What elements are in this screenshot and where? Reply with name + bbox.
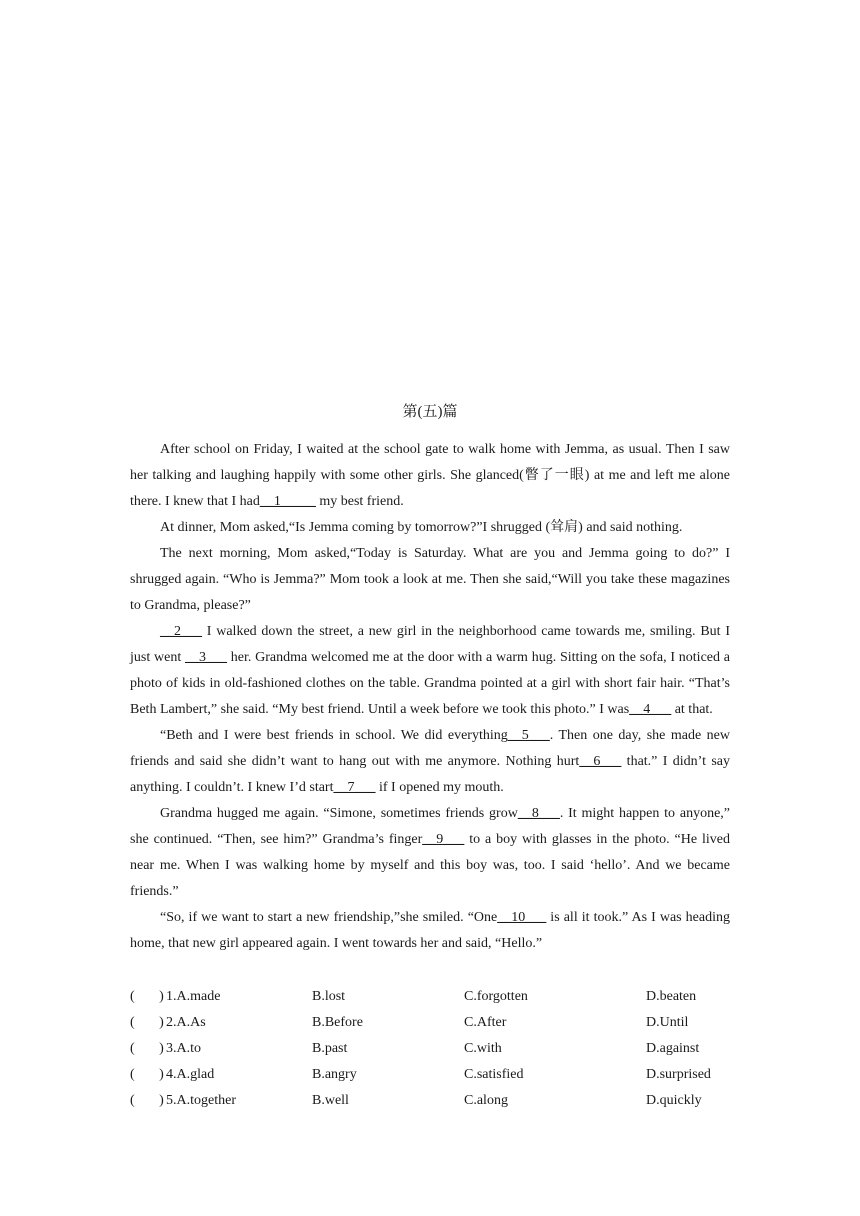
blank-2: __2___ (160, 624, 202, 639)
answer-blank[interactable]: ( ) (130, 1041, 164, 1056)
option-c: C.After (464, 1015, 507, 1030)
blank-1: __1_____ (259, 494, 316, 509)
option-row-3 (130, 1036, 750, 1062)
option-c: C.satisfied (464, 1067, 524, 1082)
option-b: B.Before (312, 1015, 363, 1030)
paragraph-6 (130, 801, 730, 905)
paragraph-7 (130, 905, 730, 957)
option-a: 3.A.to (166, 1041, 201, 1056)
paragraph-4 (130, 619, 730, 723)
blank-7: __7___ (333, 780, 376, 795)
option-d: D.surprised (646, 1067, 711, 1082)
option-b: B.lost (312, 989, 346, 1004)
passage-text: “So, if we want to start a new friendship,”she smiled. “One (160, 910, 498, 925)
passage-text: to a boy with glasses in the photo. “He lived near me. When I was walking home by myself and this boy was, too. I said ‘hello’. And we became friends.” (130, 832, 730, 899)
option-b: B.angry (312, 1067, 357, 1082)
blank-9: __9___ (422, 832, 465, 847)
passage-text: my best friend. (315, 494, 404, 509)
option-d: D.Until (646, 1015, 689, 1030)
blank-5: __5___ (507, 728, 550, 743)
paragraph-1 (130, 437, 730, 515)
option-a: 4.A.glad (166, 1067, 215, 1082)
paragraph-2: At dinner, Mom asked,“Is Jemma coming by tomorrow?”I shrugged (耸肩) and said nothing. (160, 520, 683, 535)
option-c: C.along (464, 1093, 508, 1108)
passage-text: I walked down the street, a new girl in the neighborhood came towards me, smiling. But I just went (130, 624, 730, 665)
answer-blank[interactable]: ( ) (130, 1093, 164, 1108)
passage-text: that.” I didn’t say anything. I couldn’t. I knew I’d start (130, 754, 730, 795)
passage-text: her. Grandma welcomed me at the door with a warm hug. Sitting on the sofa, I noticed a photo of kids in old-fashioned clothes on the table. Grandma pointed at a girl with short fair hair. “That’s Beth Lambert,” she said. “My best friend. Until a week before we took this photo.” I was (130, 650, 730, 717)
option-c: C.forgotten (464, 989, 528, 1004)
blank-10: __10___ (497, 910, 547, 925)
paragraph-3: The next morning, Mom asked,“Today is Saturday. What are you and Jemma going to do?” I shrugged again. “Who is Jemma?” Mom took a look at me. Then she said,“Will you take these magazines to Grandma, please?” (130, 546, 730, 613)
passage-text: if I opened my mouth. (375, 780, 504, 795)
passage-text: at that. (671, 702, 713, 717)
option-d: D.quickly (646, 1093, 702, 1108)
answer-blank[interactable]: ( ) (130, 1067, 164, 1082)
passage-text: “Beth and I were best friends in school. We did everything (160, 728, 508, 743)
blank-8: __8___ (517, 806, 560, 821)
option-b: B.well (312, 1093, 349, 1108)
blank-3: __3___ (185, 650, 227, 665)
option-c: C.with (464, 1041, 502, 1056)
option-b: B.past (312, 1041, 348, 1056)
option-row-5 (130, 1088, 750, 1114)
option-row-2 (130, 1010, 750, 1036)
passage-text: is all it took.” As I was heading home, that new girl appeared again. I went towards her and said, “Hello.” (130, 910, 730, 951)
passage-text: . Then one day, she made new friends and said she didn’t want to hang out with me anymore. Nothing hurt (130, 728, 730, 769)
passage-text: After school on Friday, I waited at the school gate to walk home with Jemma, as usual. Then I saw her talking and laughing happily with some other girls. She glanced(瞥了一眼) at me and left me alone there. I knew that I had (130, 442, 730, 509)
answer-blank[interactable]: ( ) (130, 989, 164, 1004)
answer-options (130, 984, 750, 1114)
paragraph-5 (130, 723, 730, 801)
reading-passage (130, 437, 730, 957)
section-title: 第(五)篇 (402, 404, 458, 420)
option-d: D.against (646, 1041, 700, 1056)
blank-4: __4___ (629, 702, 672, 717)
option-a: 5.A.together (166, 1093, 236, 1108)
option-d: D.beaten (646, 989, 697, 1004)
answer-blank[interactable]: ( ) (130, 1015, 164, 1030)
option-a: 1.A.made (166, 989, 221, 1004)
option-row-1 (130, 984, 750, 1010)
option-a: 2.A.As (166, 1015, 206, 1030)
passage-text: . It might happen to anyone,” she continued. “Then, see him?” Grandma’s finger (130, 806, 730, 847)
passage-text: Grandma hugged me again. “Simone, sometimes friends grow (160, 806, 518, 821)
blank-6: __6___ (579, 754, 622, 769)
option-row-4 (130, 1062, 750, 1088)
